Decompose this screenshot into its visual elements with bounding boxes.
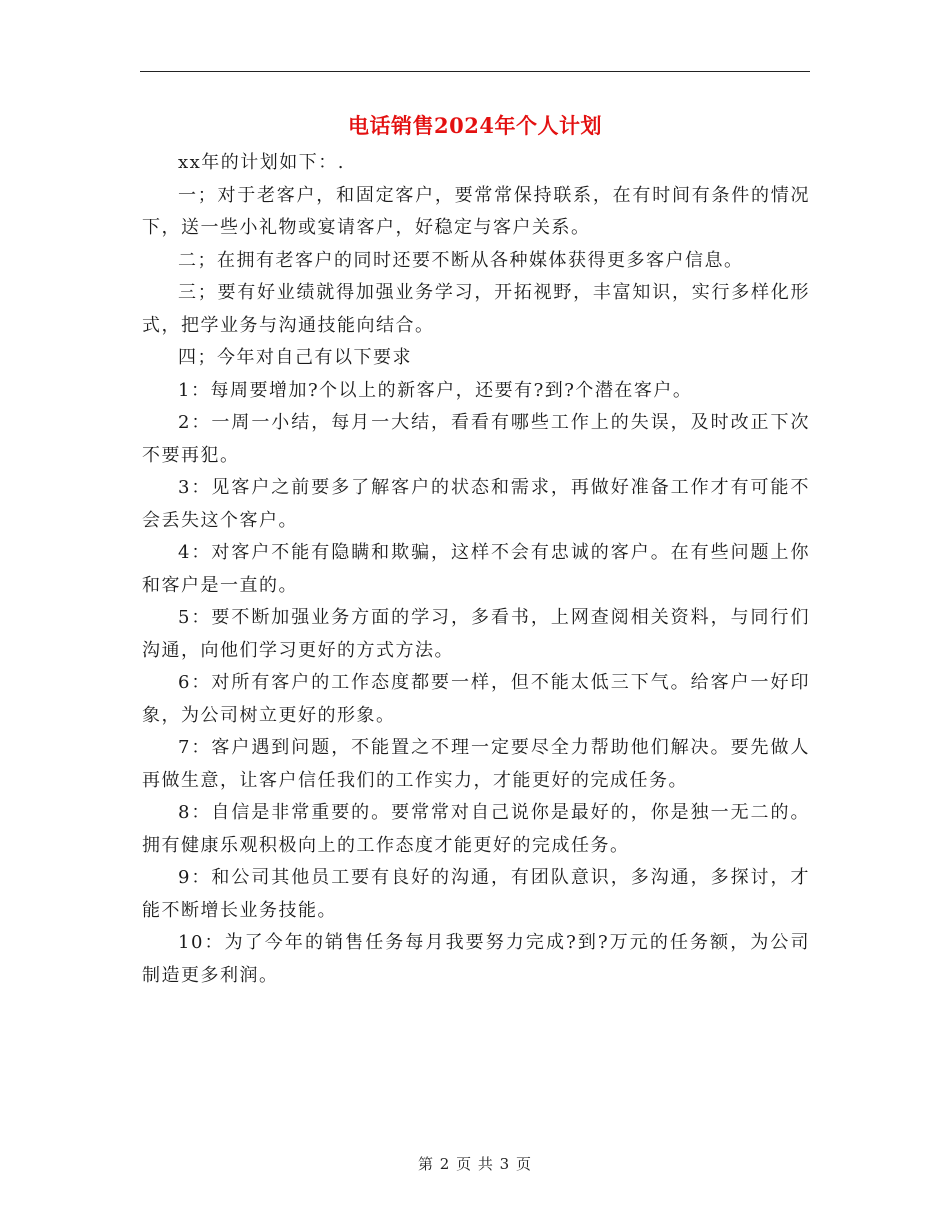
document-body: [142, 147, 810, 992]
paragraph-requirement-10: 10：为了今年的销售任务每月我要努力完成?到?万元的任务额，为公司制造更多利润。: [142, 932, 810, 986]
paragraph-intro: xx年的计划如下：.: [178, 152, 346, 173]
paragraph-requirement-5: 5：要不断加强业务方面的学习，多看书，上网查阅相关资料，与同行们沟通，向他们学习更好的方式方法。: [142, 607, 810, 661]
paragraph-requirement-1: 1：每周要增加?个以上的新客户，还要有?到?个潜在客户。: [178, 379, 693, 401]
paragraph-requirement-8: 8：自信是非常重要的。要常常对自己说你是最好的，你是独一无二的。拥有健康乐观积极向上的工作态度才能更好的完成任务。: [142, 802, 810, 856]
paragraph-plan-4: 四；今年对自己有以下要求: [178, 347, 412, 368]
header-rule: [140, 71, 810, 72]
paragraph-plan-3: 三；要有好业绩就得加强业务学习，开拓视野，丰富知识，实行多样化形式，把学业务与沟通技能向结合。: [142, 282, 810, 336]
paragraph-plan-2: 二；在拥有老客户的同时还要不断从各种媒体获得更多客户信息。: [178, 249, 744, 271]
paragraph-requirement-9: 9：和公司其他员工要有良好的沟通，有团队意识，多沟通，多探讨，才能不断增长业务技能。: [142, 867, 810, 921]
page-number: 第 2 页 共 3 页: [418, 1155, 532, 1173]
paragraph-requirement-3: 3：见客户之前要多了解客户的状态和需求，再做好准备工作才有可能不会丢失这个客户。: [142, 477, 810, 531]
document-title: 电话销售2024年个人计划: [348, 113, 602, 138]
paragraph-requirement-2: 2：一周一小结，每月一大结，看看有哪些工作上的失误，及时改正下次不要再犯。: [142, 412, 810, 466]
paragraph-plan-1: 一；对于老客户，和固定客户，要常常保持联系，在有时间有条件的情况下，送一些小礼物或宴请客户，好稳定与客户关系。: [142, 184, 810, 238]
paragraph-requirement-6: 6：对所有客户的工作态度都要一样，但不能太低三下气。给客户一好印象，为公司树立更好的形象。: [142, 672, 810, 726]
paragraph-requirement-7: 7：客户遇到问题，不能置之不理一定要尽全力帮助他们解决。要先做人再做生意，让客户信任我们的工作实力，才能更好的完成任务。: [142, 737, 810, 791]
paragraph-requirement-4: 4：对客户不能有隐瞒和欺骗，这样不会有忠诚的客户。在有些问题上你和客户是一直的。: [142, 542, 810, 596]
